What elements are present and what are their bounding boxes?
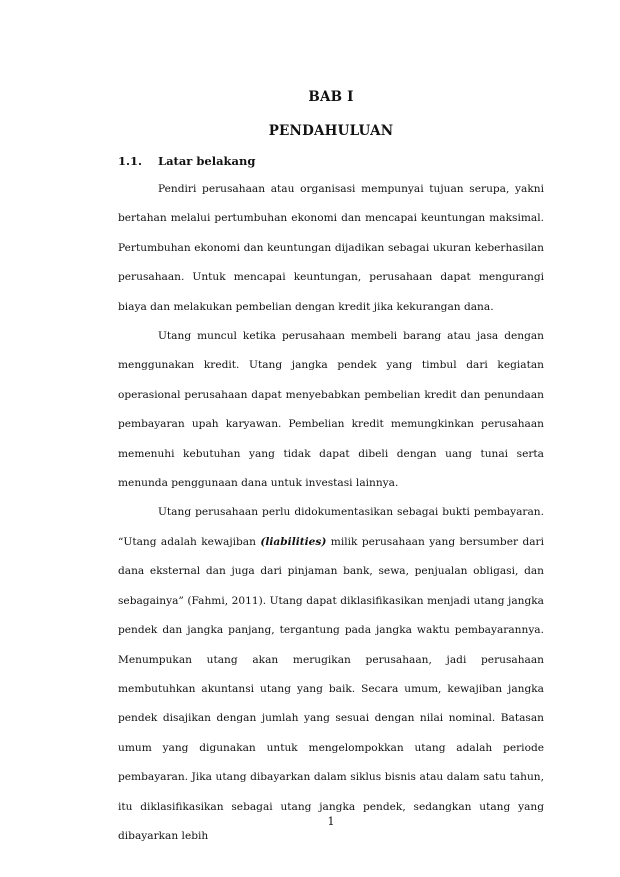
paragraph-3 (118, 498, 544, 851)
paragraph-3-text-start: Utang perusahaan perlu didokumentasikan sebagai bukti pembayaran. “Utang adalah kewajiban (118, 506, 544, 548)
section-number: 1.1. (118, 154, 143, 168)
paragraph-2: Utang muncul ketika perusahaan membeli barang atau jasa dengan menggunakan kredit. Utang jangka pendek yang timbul dari kegiatan operasional perusahaan dapat menyebabkan pembelian kredit dan penundaan pembayaran upah karyawan. Pembelian kredit memungkinkan perusahaan memenuhi kebutuhan yang tidak dapat dibeli dengan uang tunai serta menunda penggunaan dana untuk investasi lainnya. (118, 330, 544, 490)
paragraph-3-text-end: milik perusahaan yang bersumber dari dana eksternal dan juga dari pinjaman bank, sewa, penjualan obligasi, dan sebagainya” (Fahmi, 2011). Utang dapat diklasifikasikan menjadi utang jangka pendek dan jangka panjang, tergantung pada jangka waktu pembayarannya. Menumpukan utang akan merugikan perusahaan, jadi perusahaan membutuhkan akuntansi utang yang baik. Secara umum, kewajiban jangka pendek disajikan dengan jumlah yang sesuai dengan nilai nominal. Batasan umum yang digunakan untuk mengelompokkan utang adalah periode pembayaran. Jika utang dibayarkan dalam siklus bisnis atau dalam satu tahun, itu diklasifikasikan sebagai utang jangka pendek, sedangkan utang yang dibayarkan lebih (118, 535, 544, 842)
paragraph-1: Pendiri perusahaan atau organisasi mempunyai tujuan serupa, yakni bertahan melalui pertumbuhan ekonomi dan mencapai keuntungan maksimal. Pertumbuhan ekonomi dan keuntungan dijadikan sebagai ukuran keberhasilan perusahaan. Untuk mencapai keuntungan, perusahaan dapat mengurangi biaya dan melakukan pembelian dengan kredit jika kekurangan dana. (118, 183, 544, 313)
body-text (118, 175, 544, 851)
chapter-title: PENDAHULUAN (268, 123, 394, 139)
chapter-number: BAB I (308, 89, 354, 105)
section-heading (118, 154, 544, 168)
section-title: Latar belakang (158, 154, 256, 168)
paragraph-3-italic-term: (liabilities) (260, 535, 327, 548)
page-number: 1 (327, 815, 335, 828)
